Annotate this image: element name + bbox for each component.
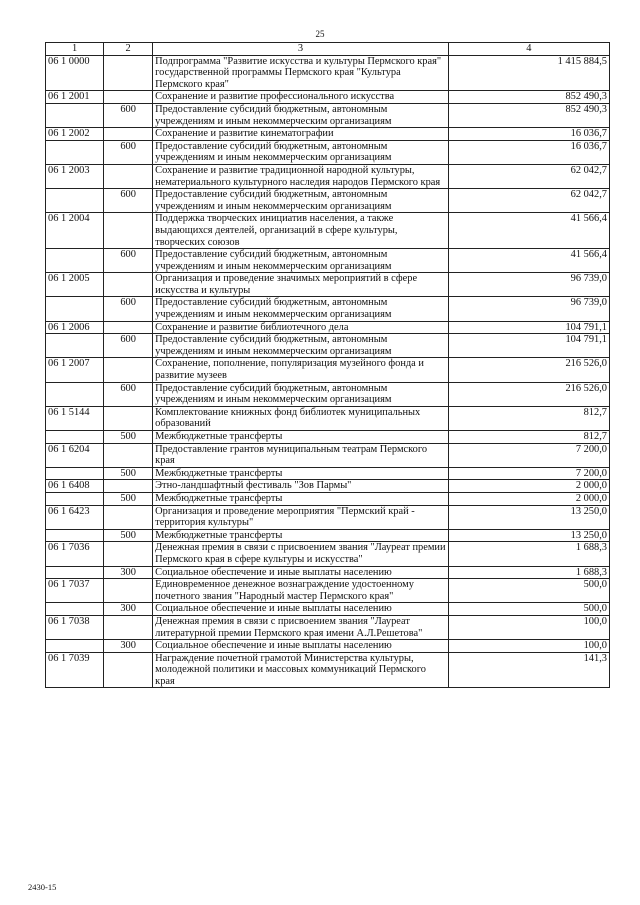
item-name: Сохранение, пополнение, популяризация музейного фонда и развитие музеев bbox=[153, 358, 449, 382]
table-row bbox=[46, 406, 610, 430]
target-article-code bbox=[46, 640, 104, 653]
expense-type-code bbox=[104, 480, 153, 493]
amount-value: 104 791,1 bbox=[448, 321, 609, 334]
table-row bbox=[46, 55, 610, 91]
expense-type-code: 300 bbox=[104, 566, 153, 579]
expense-type-code bbox=[104, 273, 153, 297]
target-article-code: 06 1 2007 bbox=[46, 358, 104, 382]
item-name: Единовременное денежное вознаграждение удостоенному почетного звания "Народный мастер Пермского края" bbox=[153, 579, 449, 603]
target-article-code: 06 1 7036 bbox=[46, 542, 104, 566]
item-name: Награждение почетной грамотой Министерства культуры, молодежной политики и массовых коммуникаций Пермского края bbox=[153, 652, 449, 688]
expense-type-code: 300 bbox=[104, 640, 153, 653]
item-name: Межбюджетные трансферты bbox=[153, 467, 449, 480]
expense-type-code: 500 bbox=[104, 492, 153, 505]
expense-type-code: 500 bbox=[104, 529, 153, 542]
expense-type-code bbox=[104, 321, 153, 334]
amount-value: 16 036,7 bbox=[448, 128, 609, 141]
item-name: Социальное обеспечение и иные выплаты населению bbox=[153, 640, 449, 653]
item-name: Предоставление субсидий бюджетным, автономным учреждениям и иным некоммерческим организациям bbox=[153, 249, 449, 273]
amount-value: 500,0 bbox=[448, 579, 609, 603]
amount-value: 216 526,0 bbox=[448, 358, 609, 382]
table-row bbox=[46, 652, 610, 688]
budget-table bbox=[45, 42, 610, 688]
item-name: Предоставление субсидий бюджетным, автономным учреждениям и иным некоммерческим организациям bbox=[153, 140, 449, 164]
table-row bbox=[46, 542, 610, 566]
amount-value: 13 250,0 bbox=[448, 529, 609, 542]
expense-type-code: 600 bbox=[104, 140, 153, 164]
item-name: Предоставление грантов муниципальным театрам Пермского края bbox=[153, 443, 449, 467]
target-article-code bbox=[46, 382, 104, 406]
page-number: 25 bbox=[315, 29, 325, 39]
item-name: Этно-ландшафтный фестиваль "Зов Пармы" bbox=[153, 480, 449, 493]
item-name: Межбюджетные трансферты bbox=[153, 529, 449, 542]
amount-value: 100,0 bbox=[448, 640, 609, 653]
amount-value: 1 688,3 bbox=[448, 566, 609, 579]
header-col-1: 1 bbox=[46, 43, 104, 56]
expense-type-code bbox=[104, 91, 153, 104]
table-row bbox=[46, 566, 610, 579]
expense-type-code bbox=[104, 164, 153, 188]
table-row bbox=[46, 213, 610, 249]
amount-value: 41 566,4 bbox=[448, 213, 609, 249]
expense-type-code: 300 bbox=[104, 603, 153, 616]
target-article-code: 06 1 2002 bbox=[46, 128, 104, 141]
table-row bbox=[46, 103, 610, 127]
target-article-code bbox=[46, 603, 104, 616]
item-name: Сохранение и развитие традиционной народной культуры, нематериального культурного наследия народов Пермского края bbox=[153, 164, 449, 188]
table-row bbox=[46, 91, 610, 104]
table-row bbox=[46, 492, 610, 505]
table-row bbox=[46, 189, 610, 213]
table-row bbox=[46, 358, 610, 382]
item-name: Сохранение и развитие профессионального искусства bbox=[153, 91, 449, 104]
item-name: Предоставление субсидий бюджетным, автономным учреждениям и иным некоммерческим организациям bbox=[153, 382, 449, 406]
amount-value: 96 739,0 bbox=[448, 297, 609, 321]
table-row bbox=[46, 480, 610, 493]
target-article-code: 06 1 6408 bbox=[46, 480, 104, 493]
target-article-code: 06 1 7038 bbox=[46, 615, 104, 639]
amount-value: 500,0 bbox=[448, 603, 609, 616]
expense-type-code bbox=[104, 213, 153, 249]
table-row bbox=[46, 505, 610, 529]
expense-type-code: 600 bbox=[104, 382, 153, 406]
item-name: Межбюджетные трансферты bbox=[153, 492, 449, 505]
expense-type-code: 600 bbox=[104, 103, 153, 127]
table-row bbox=[46, 579, 610, 603]
target-article-code: 06 1 6204 bbox=[46, 443, 104, 467]
amount-value: 852 490,3 bbox=[448, 91, 609, 104]
item-name: Поддержка творческих инициатив населения, а также выдающихся деятелей, организаций в сфере культуры, творческих союзов bbox=[153, 213, 449, 249]
table-header-row bbox=[46, 43, 610, 56]
target-article-code: 06 1 6423 bbox=[46, 505, 104, 529]
target-article-code: 06 1 7039 bbox=[46, 652, 104, 688]
table-row bbox=[46, 603, 610, 616]
target-article-code: 06 1 7037 bbox=[46, 579, 104, 603]
amount-value: 41 566,4 bbox=[448, 249, 609, 273]
table-row bbox=[46, 640, 610, 653]
item-name: Сохранение и развитие кинематографии bbox=[153, 128, 449, 141]
expense-type-code: 600 bbox=[104, 297, 153, 321]
target-article-code: 06 1 5144 bbox=[46, 406, 104, 430]
amount-value: 2 000,0 bbox=[448, 492, 609, 505]
item-name: Денежная премия в связи с присвоением звания "Лауреат литературной премии Пермского края имени А.Л.Решетова" bbox=[153, 615, 449, 639]
target-article-code bbox=[46, 566, 104, 579]
expense-type-code: 600 bbox=[104, 189, 153, 213]
amount-value: 16 036,7 bbox=[448, 140, 609, 164]
target-article-code: 06 1 0000 bbox=[46, 55, 104, 91]
amount-value: 1 415 884,5 bbox=[448, 55, 609, 91]
target-article-code: 06 1 2004 bbox=[46, 213, 104, 249]
item-name: Предоставление субсидий бюджетным, автономным учреждениям и иным некоммерческим организациям bbox=[153, 103, 449, 127]
item-name: Комплектование книжных фонд библиотек муниципальных образований bbox=[153, 406, 449, 430]
item-name: Денежная премия в связи с присвоением звания "Лауреат премии Пермского края в сфере культуры и искусства" bbox=[153, 542, 449, 566]
amount-value: 13 250,0 bbox=[448, 505, 609, 529]
expense-type-code bbox=[104, 615, 153, 639]
amount-value: 1 688,3 bbox=[448, 542, 609, 566]
expense-type-code bbox=[104, 128, 153, 141]
target-article-code: 06 1 2001 bbox=[46, 91, 104, 104]
item-name: Подпрограмма "Развитие искусства и культуры Пермского края" государственной программы Пермского края "Культура Пермского края" bbox=[153, 55, 449, 91]
target-article-code bbox=[46, 249, 104, 273]
item-name: Организация и проведение мероприятия "Пермский край - территория культуры" bbox=[153, 505, 449, 529]
expense-type-code bbox=[104, 542, 153, 566]
target-article-code bbox=[46, 529, 104, 542]
table-row bbox=[46, 249, 610, 273]
target-article-code: 06 1 2005 bbox=[46, 273, 104, 297]
target-article-code bbox=[46, 189, 104, 213]
expense-type-code: 600 bbox=[104, 249, 153, 273]
target-article-code: 06 1 2003 bbox=[46, 164, 104, 188]
amount-value: 852 490,3 bbox=[448, 103, 609, 127]
target-article-code bbox=[46, 297, 104, 321]
target-article-code bbox=[46, 103, 104, 127]
table-row bbox=[46, 615, 610, 639]
table-row bbox=[46, 529, 610, 542]
item-name: Предоставление субсидий бюджетным, автономным учреждениям и иным некоммерческим организациям bbox=[153, 297, 449, 321]
amount-value: 141,3 bbox=[448, 652, 609, 688]
table-row bbox=[46, 140, 610, 164]
expense-type-code bbox=[104, 443, 153, 467]
table-row bbox=[46, 334, 610, 358]
amount-value: 96 739,0 bbox=[448, 273, 609, 297]
amount-value: 216 526,0 bbox=[448, 382, 609, 406]
item-name: Межбюджетные трансферты bbox=[153, 431, 449, 444]
table-row bbox=[46, 443, 610, 467]
target-article-code bbox=[46, 140, 104, 164]
target-article-code bbox=[46, 334, 104, 358]
item-name: Предоставление субсидий бюджетным, автономным учреждениям и иным некоммерческим организациям bbox=[153, 189, 449, 213]
amount-value: 7 200,0 bbox=[448, 443, 609, 467]
expense-type-code bbox=[104, 579, 153, 603]
amount-value: 62 042,7 bbox=[448, 164, 609, 188]
amount-value: 104 791,1 bbox=[448, 334, 609, 358]
expense-type-code bbox=[104, 505, 153, 529]
amount-value: 2 000,0 bbox=[448, 480, 609, 493]
item-name: Социальное обеспечение и иные выплаты населению bbox=[153, 566, 449, 579]
expense-type-code bbox=[104, 406, 153, 430]
target-article-code bbox=[46, 431, 104, 444]
table-row bbox=[46, 467, 610, 480]
expense-type-code bbox=[104, 55, 153, 91]
expense-type-code bbox=[104, 358, 153, 382]
header-col-4: 4 bbox=[448, 43, 609, 56]
table-row bbox=[46, 164, 610, 188]
target-article-code bbox=[46, 467, 104, 480]
expense-type-code: 500 bbox=[104, 431, 153, 444]
header-col-2: 2 bbox=[104, 43, 153, 56]
expense-type-code: 500 bbox=[104, 467, 153, 480]
table-row bbox=[46, 273, 610, 297]
item-name: Предоставление субсидий бюджетным, автономным учреждениям и иным некоммерческим организациям bbox=[153, 334, 449, 358]
amount-value: 62 042,7 bbox=[448, 189, 609, 213]
table-row bbox=[46, 431, 610, 444]
header-col-3: 3 bbox=[153, 43, 449, 56]
target-article-code: 06 1 2006 bbox=[46, 321, 104, 334]
target-article-code bbox=[46, 492, 104, 505]
item-name: Сохранение и развитие библиотечного дела bbox=[153, 321, 449, 334]
amount-value: 7 200,0 bbox=[448, 467, 609, 480]
table-row bbox=[46, 297, 610, 321]
expense-type-code: 600 bbox=[104, 334, 153, 358]
table-row bbox=[46, 321, 610, 334]
amount-value: 100,0 bbox=[448, 615, 609, 639]
document-code: 2430-15 bbox=[28, 882, 57, 892]
table-row bbox=[46, 128, 610, 141]
expense-type-code bbox=[104, 652, 153, 688]
amount-value: 812,7 bbox=[448, 431, 609, 444]
item-name: Социальное обеспечение и иные выплаты населению bbox=[153, 603, 449, 616]
table-row bbox=[46, 382, 610, 406]
item-name: Организация и проведение значимых мероприятий в сфере искусства и культуры bbox=[153, 273, 449, 297]
amount-value: 812,7 bbox=[448, 406, 609, 430]
